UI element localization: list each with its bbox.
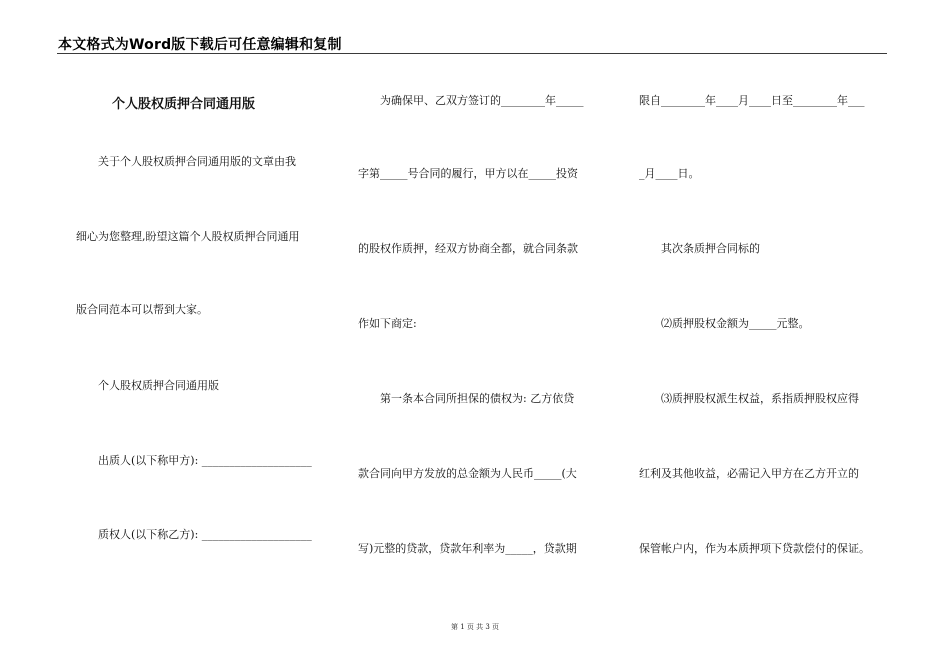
paragraph-line: 字第_____号合同的履行，甲方以在_____投资: [358, 167, 578, 180]
paragraph-line: 其次条质押合同标的: [639, 242, 760, 255]
page-number-footer: 第 1 页 共 3 页: [450, 623, 500, 631]
paragraph-line: 作如下商定:: [358, 317, 417, 330]
paragraph-line: _月____日。: [639, 167, 700, 180]
paragraph-line: 写)元整的贷款，贷款年利率为_____，贷款期: [358, 542, 577, 555]
paragraph-line: 保管帐户内，作为本质押项下贷款偿付的保证。: [639, 542, 870, 555]
paragraph-line: 个人股权质押合同通用版: [76, 379, 219, 392]
document-header-banner: 本文格式为Word版下载后可任意编辑和复制: [58, 37, 342, 53]
paragraph-line: ⑵质押股权金额为_____元整。: [639, 317, 810, 330]
document-title: 个人股权质押合同通用版: [112, 97, 256, 112]
paragraph-line: 的股权作质押，经双方协商全都，就合同条款: [358, 242, 578, 255]
paragraph-line: 质权人(以下称乙方): ____________________: [76, 528, 312, 541]
paragraph-line: 版合同范本可以帮到大家。: [76, 303, 208, 316]
paragraph-line: 为确保甲、乙双方签订的________年_____: [358, 94, 584, 107]
paragraph-line: 细心为您整理,盼望这篇个人股权质押合同通用: [76, 230, 300, 243]
header-divider: [57, 53, 887, 54]
paragraph-line: 红利及其他收益，必需记入甲方在乙方开立的: [639, 467, 859, 480]
paragraph-line: ⑶质押股权派生权益，系指质押股权应得: [639, 392, 859, 405]
paragraph-line: 第一条本合同所担保的债权为: 乙方依贷: [358, 392, 575, 405]
paragraph-line: 出质人(以下称甲方): ____________________: [76, 454, 312, 467]
paragraph-line: 关于个人股权质押合同通用版的文章由我: [76, 155, 296, 168]
paragraph-line: 款合同向甲方发放的总金额为人民币_____(大: [358, 467, 577, 480]
paragraph-line: 限自________年____月____日至________年___: [639, 94, 865, 107]
